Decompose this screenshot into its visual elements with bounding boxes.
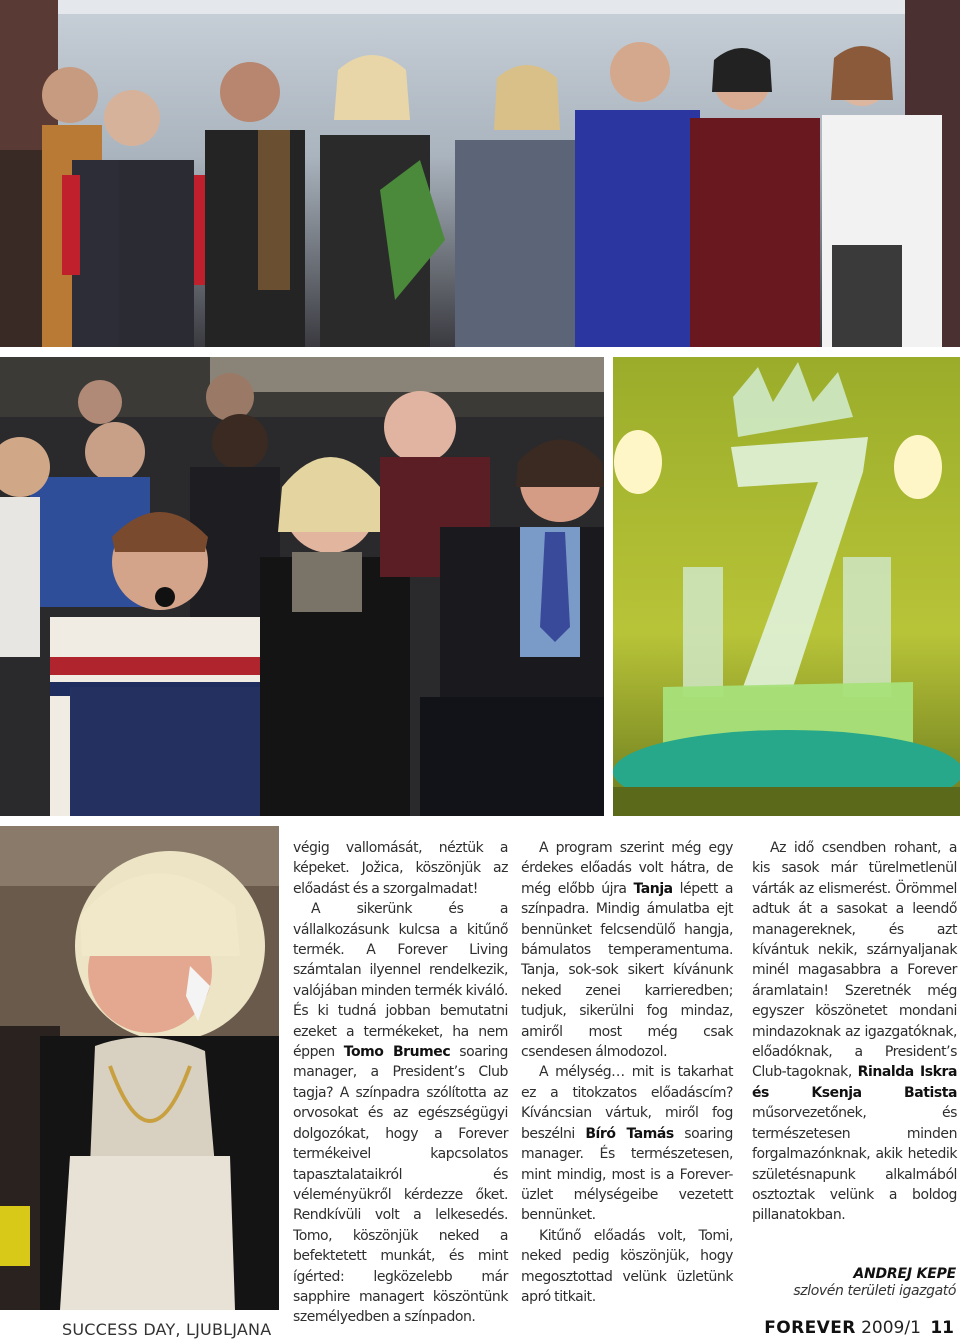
magazine-brand: FOREVER	[764, 1318, 856, 1338]
audience-photo	[0, 357, 604, 816]
person-name: Bíró Tamás	[585, 1125, 674, 1142]
person-name: Rinalda Iskra és Ksenja Batista	[752, 1064, 957, 1101]
paragraph: Az idő csendben rohant, a kis sasok már türelmetlenül várták az elismerést. Örömmel adtuk át a sasokat a leendő managereknek, és azt kívántuk nekik, szárnyaljanak minél magasabbra a Forever áramlatain! Szeretnék még egyszer köszönetet mondani mindazoknak az igazgatóknak, előadóknak, a President’s Club-tagoknak, Rinalda Iskra és Ksenja Batista műsorvezetőnek, és természetesen minden forgalmazónknak, akik hetedik születésnapunk alkalmából osztoztak velünk a boldog pillanatokban.	[752, 840, 957, 1224]
portrait-photo	[0, 826, 279, 1310]
author-title: szlovén területi igazgató	[793, 1283, 956, 1299]
page-footer	[764, 1318, 954, 1338]
section-label: SUCCESS DAY, LJUBLJANA	[62, 1320, 272, 1339]
person-name: Tomo Brumec	[343, 1044, 451, 1061]
paragraph: Kitűnő előadás volt, Tomi, neked pedig köszönjük, hogy megosztottad velünk üzletünk apró titkait.	[521, 1227, 733, 1305]
person-name: Tanja	[633, 880, 673, 897]
issue-number: 2009/1	[861, 1318, 921, 1338]
page-number: 11	[930, 1318, 954, 1338]
article-column-3	[752, 838, 957, 1226]
paragraph: végig vallomását, néztük a képeket. Jožica, köszönjük az előadást és a szorgalmadat!	[293, 840, 508, 897]
article-column-1	[293, 838, 508, 1328]
paragraph: A program szerint még egy érdekes előadás volt hátra, de még előbb újra Tanja lépett a színpadra. Mindig ámulatba ejt bennünket felcsendülő hangja, bámulatos temperamentuma. Tanja, sok-sok sikert kívánunk neked zenei karrieredben; tudjuk, sikerülni fog mindaz, amiről most még csak csendesen álmodozol.	[521, 840, 733, 1061]
ice-sculpture-photo	[613, 357, 960, 816]
group-photo	[0, 0, 960, 347]
author-name: ANDREJ KEPE	[853, 1266, 956, 1282]
author-signature	[736, 1266, 956, 1299]
article-column-2	[521, 838, 733, 1307]
paragraph: A mélység… mit is takarhat ez a titokzatos előadáscím? Kíváncsian vártuk, miről fog beszélni Bíró Tamás soaring manager. És természetesen, mint mindig, most is a Forever-üzlet mélységeibe vezetett bennünket.	[521, 1064, 733, 1224]
paragraph: A sikerünk és a vállalkozásunk kulcsa a kitűnő termék. A Forever Living számtalan ilyennel rendelkezik, valójában minden termék kiváló. És ki tudná jobban bemutatni ezeket a termékeket, ha nem éppen Tomo Brumec soaring manager, a President’s Club tagja? A színpadra szólította az orvosokat és az egészségügyi dolgozókat, hogy a Forever termékeivel kapcsolatos tapasztalataikról és véleményükről kérdezze őket. Rendkívüli volt a lelkesedés. Tomo, köszönjük neked a befektetett munkát, és mint ígérted: legközelebb már sapphire managert köszöntünk személyedben a színpadon.	[293, 901, 508, 1326]
